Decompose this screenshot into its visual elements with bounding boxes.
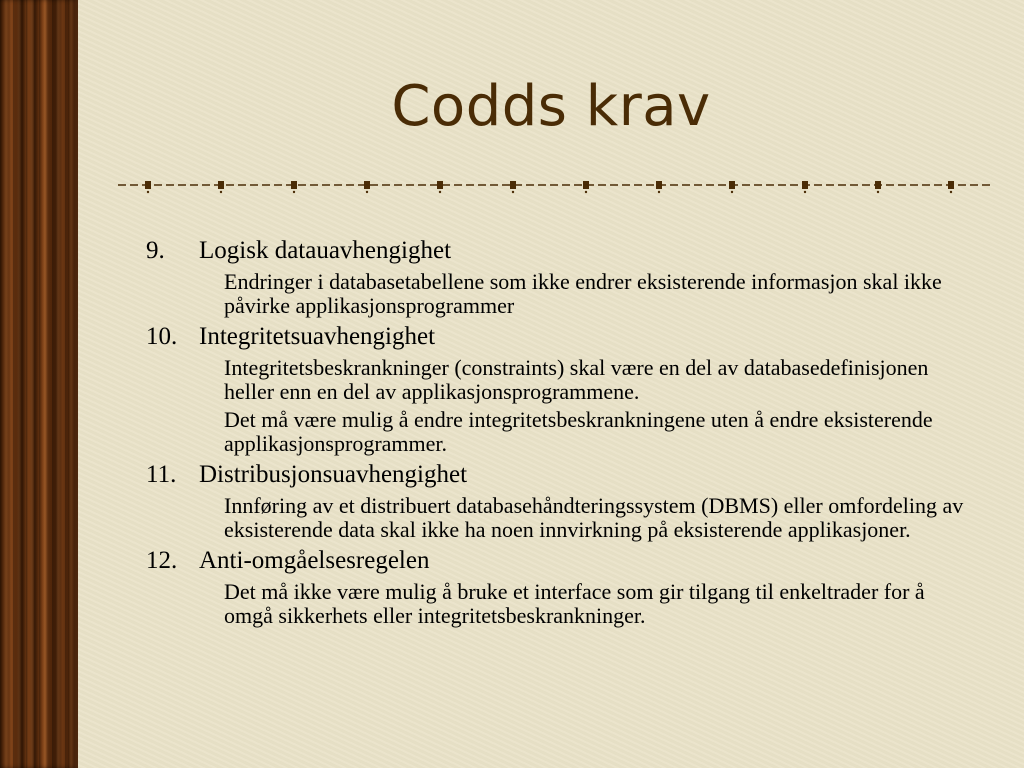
item-number: 9. [146, 237, 165, 264]
list-item-12 [146, 546, 976, 628]
divider-ornament [875, 181, 881, 189]
item-heading: Distribusjonsuavhengighet [199, 461, 468, 488]
divider-dot [585, 191, 587, 193]
divider-dot [950, 191, 952, 193]
slide-content [146, 232, 976, 628]
item-heading: Integritetsuavhengighet [199, 323, 436, 350]
item-detail: Integritetsbeskrankninger (constraints) skal være en del av databasedefinisjonen heller enn en del av applikasjonsprogrammene. [224, 355, 929, 404]
divider-dot [439, 191, 441, 193]
divider-dot [366, 191, 368, 193]
divider-ornament [364, 181, 370, 189]
divider-dot [293, 191, 295, 193]
decorative-divider [118, 176, 994, 194]
wood-panel [0, 0, 78, 768]
item-detail: Endringer i databasetabellene som ikke endrer eksisterende informasjon skal ikke påvirke applikasjonsprogrammer [224, 269, 942, 318]
item-detail: Innføring av et distribuert databasehåndteringssystem (DBMS) eller omfordeling av eksisterende data skal ikke ha noen innvirkning på eksisterende applikasjoner. [224, 493, 964, 542]
divider-dot [147, 191, 149, 193]
divider-ornament [802, 181, 808, 189]
divider-dot [658, 191, 660, 193]
divider-ornament [145, 181, 151, 189]
item-number: 12. [146, 547, 178, 574]
divider-ornament [656, 181, 662, 189]
list-item-9 [146, 236, 976, 318]
item-detail: Det må ikke være mulig å bruke et interface som gir tilgang til enkeltrader for å omgå sikkerhets eller integritetsbeskrankninger. [224, 579, 925, 628]
divider-dot [731, 191, 733, 193]
list-item-10 [146, 322, 976, 456]
list-item-11 [146, 460, 976, 542]
divider-ornament [583, 181, 589, 189]
divider-ornament [729, 181, 735, 189]
divider-ornament [510, 181, 516, 189]
divider-dot [877, 191, 879, 193]
divider-dot [220, 191, 222, 193]
divider-ornament [291, 181, 297, 189]
divider-ornament [437, 181, 443, 189]
divider-dot [804, 191, 806, 193]
item-heading: Anti-omgåelsesregelen [199, 547, 430, 574]
item-number: 10. [146, 323, 178, 350]
divider-ornament [218, 181, 224, 189]
divider-dot [512, 191, 514, 193]
item-number: 11. [146, 461, 177, 488]
slide-title: Codds krav [391, 74, 711, 139]
divider-ornament [948, 181, 954, 189]
item-detail: Det må være mulig å endre integritetsbeskrankningene uten å endre eksisterende applikasjonsprogrammer. [224, 407, 933, 456]
item-heading: Logisk datauavhengighet [199, 237, 452, 264]
